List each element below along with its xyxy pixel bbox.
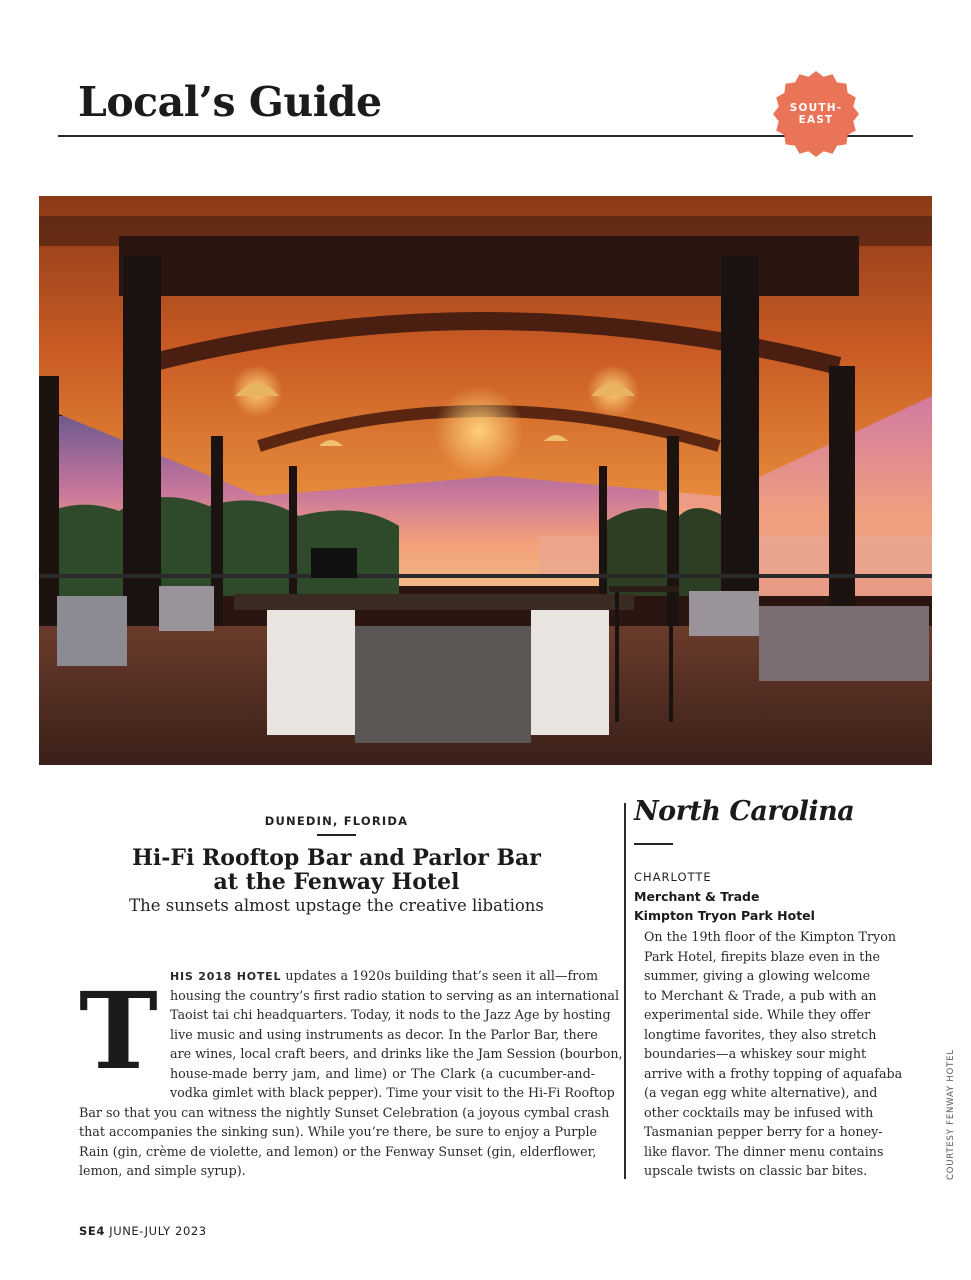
folio [79, 1224, 207, 1238]
headline-line-1: Hi-Fi Rooftop Bar and Parlor Bar [132, 845, 541, 871]
photo-credit: COURTESY FENWAY HOTEL [946, 1049, 956, 1180]
issue-date: JUNE-JULY 2023 [109, 1224, 207, 1238]
kicker-rule [317, 834, 356, 836]
headline-line-2: at the Fenway Hotel [213, 869, 460, 895]
sidebar-line: other cocktails may be infused with [644, 1104, 874, 1120]
body-line: are wines, local craft beers, and drinks like the Jam Session (bourbon, [170, 1046, 623, 1061]
sidebar-venue-name: Merchant & Trade [634, 889, 760, 904]
sidebar-body [644, 927, 903, 1181]
sidebar-city: CHARLOTTE [634, 870, 712, 884]
sidebar-line: upscale twists on classic bar bites. [644, 1163, 868, 1178]
sidebar-line: summer, giving a glowing welcome [644, 968, 871, 983]
body-line: vodka gimlet with black pepper). Time your visit to the Hi-Fi Rooftop [170, 1085, 615, 1100]
page-title: Local’s Guide [78, 78, 382, 126]
sidebar-line: like flavor. The dinner menu contains [644, 1143, 884, 1159]
sidebar-state-title: North Carolina [634, 796, 855, 827]
sidebar-line: experimental side. While they offer [644, 1007, 871, 1022]
column-divider [624, 803, 626, 1179]
region-badge [773, 71, 859, 157]
sidebar-line: On the 19th floor of the Kimpton Tryon [644, 929, 897, 944]
sidebar-line: arrive with a frothy topping of aquafaba [644, 1065, 903, 1081]
sidebar-line: boundaries—a whiskey sour might [644, 1046, 867, 1061]
badge-line-1: SOUTH- [789, 102, 843, 114]
body-line: Rain (gin, crème de violette, and lemon) or the Fenway Sunset (gin, elderflower, [79, 1144, 597, 1159]
body-line: house-made berry jam, and lime) or The Clark (a cucumber-and- [170, 1066, 595, 1081]
location-kicker: DUNEDIN, FLORIDA [264, 814, 409, 828]
sidebar-hotel-name: Kimpton Tryon Park Hotel [634, 908, 815, 923]
body-line: housing the country’s first radio station to serving as an international [170, 988, 620, 1003]
page-number: SE4 [79, 1224, 105, 1238]
lead-in: HIS 2018 HOTEL [170, 970, 282, 983]
body-line: lemon, and simple syrup). [79, 1163, 246, 1178]
sidebar-rule [634, 843, 673, 845]
body-line: Bar so that you can witness the nightly Sunset Celebration (a joyous cymbal crash [79, 1105, 610, 1120]
subhead: The sunsets almost upstage the creative libations [129, 896, 544, 915]
body-line: that accompanies the sinking sun). While you’re there, be sure to enjoy a Purple [79, 1124, 598, 1139]
sidebar-line: Park Hotel, firepits blaze even in the [644, 948, 881, 964]
drop-cap: T [79, 968, 158, 1093]
badge-line-2: EAST [798, 114, 834, 126]
sidebar-line: longtime favorites, they also stretch [644, 1026, 877, 1042]
hero-photo [39, 196, 932, 765]
sidebar-line: (a vegan egg white alternative), and [644, 1085, 878, 1100]
body-line: HIS 2018 HOTEL updates a 1920s building that’s seen it all—from [170, 968, 599, 983]
body-line: live music and using instruments as decor. In the Parlor Bar, there [170, 1027, 598, 1042]
body-line: Taoist tai chi headquarters. Today, it nods to the Jazz Age by hosting [170, 1007, 611, 1022]
sidebar-line: to Merchant & Trade, a pub with an [644, 987, 877, 1003]
sidebar-line: Tasmanian pepper berry for a honey- [644, 1124, 883, 1139]
headline [78, 846, 595, 894]
